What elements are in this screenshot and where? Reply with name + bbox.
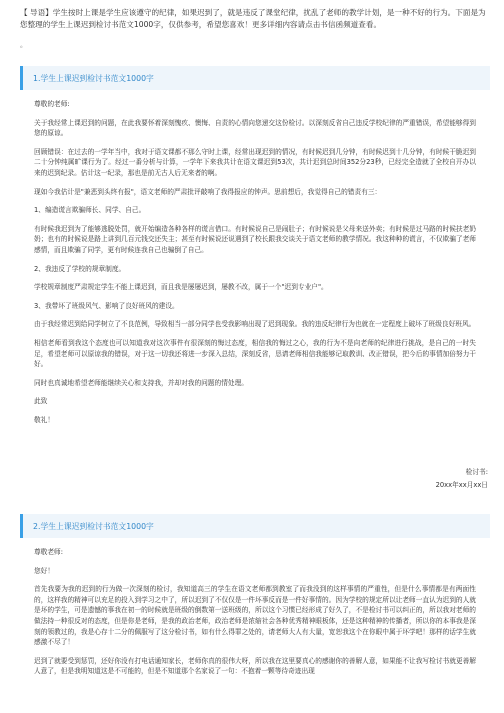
paragraph: 您好！ [34, 566, 55, 575]
paragraph: 敬礼！ [34, 415, 55, 424]
paragraph: 此致 [34, 397, 48, 406]
section-2 [20, 514, 490, 685]
paragraph: 学校规章制度严肃规定学生不能上课迟到，而且我是屡屡迟到，屡教不改，属于一个"迟到专业户"。 [34, 283, 328, 292]
paragraph: 尊敬老师: [34, 548, 64, 556]
paragraph: 现如今我估计是"兼恶到头终有报"，语文老师的严肃批评敲响了我得报应的钟声。思前想后，我觉得自己的错责有三： [34, 187, 382, 196]
intro-text: 【 导语】学生按时上课是学生应该遵守的纪律，如果迟到了，就是违反了课堂纪律，扰乱了老师的教学计划，是一种不好的行为。下面是为您整理的学生上课迟到检讨书范文1000字，仅供参考，希望您喜欢！更多详细内容请点击书信函频道查看。 [20, 8, 486, 29]
paragraph: 1、编造谎言欺骗师长、同学、自己。 [34, 206, 146, 215]
section-2-body [20, 538, 490, 677]
intro-tail: 。 [20, 41, 27, 49]
signature-date: 20xx年xx月xx日 [435, 481, 488, 489]
paragraph: 相信老师看到我这个态度也可以知道我对这次事件有很深刻的悔过态度，相信我的悔过之心，我的行为不是向老师的纪律进行挑战，是自己的一时失足，希望老师可以原谅我的错误，对于这一切我还将进一步深入总结，深刻反省，恳请老师相信我能够记取教训、改正错误，把今后的事情加倍努力干好。 [34, 338, 476, 369]
paragraph: 首先我要为我的迟到的行为做一次深刻的检讨，我知道高三的学生在语文老师都到教室了而我没到的这样事情的严重性，但是什么事情都是有两面性的，这样我的精神可以充足的投入到学习之中了，所以迟到了不仅仅是一件坏事反而是一件好事情的。因为学校的规定所以让老师一直认为迟到的人就是坏的学生，可是遗憾的事我在初一的时候就是班级的倒数第一送班级的，所以这个习惯已经形成了好久了，不是检讨书可以纠正的，所以我对老师的做法持一种很反对的态度，但是你是老师，是我的政治老师，政治老师是浓缩社会各种优秀精神眼板体，还是这种精神的传播者，所以你的本事我是深刻的领教过的，我是心存十二分的佩服写了这分检讨书，如有什么得罪之处的，请老师大人有大量，宽恕我这个在你眼中属于坏学吧！那样的话学生就感激不尽了！ [34, 585, 476, 647]
section-1-body [20, 90, 490, 425]
paragraph: 尊敬的老师: [34, 100, 70, 108]
section-1 [20, 66, 490, 433]
paragraph: 关于我经常上课迟到的问题，在此我要怀着深刻愧疚、懊悔、自责的心情向您递交这份检讨。以深刻反省自己违反学校纪律的严重错误，希望能够得到您的原谅。 [34, 118, 476, 138]
signature-block [436, 466, 488, 492]
signature-label: 检讨书: [465, 468, 488, 476]
paragraph: 3、我带坏了班级风气、影响了良好班风的建设。 [34, 301, 179, 310]
paragraph: 同时也真诚地希望老师能继续关心和支持我，并却对我的问题的情处理。 [34, 378, 248, 387]
paragraph: 2、我违反了学校的规章制度。 [34, 264, 126, 273]
section-1-heading[interactable]: 1.学生上课迟到检讨书范文1000字 [20, 66, 490, 90]
section-2-heading[interactable]: 2.学生上课迟到检讨书范文1000字 [20, 514, 490, 538]
paragraph: 迟到了就要受到惩罚，还好你没有打电话通知家长，老师你真的很伟大呀，所以我在这里要真心的感谢你的善解人意，如果能不让我写检讨书就更善解人意了，但是我明知道这是不可能的，但是不知道那个名家说了一句：不抱着一颗等待奇迹出现 [34, 656, 476, 676]
paragraph: 回顾错误：在过去的一学年当中，我对于语文课都不那么守时上课，经常出现迟到的情况，有时候迟到几分钟，有时候迟到十几分钟，有时候干脆迟到二十分钟纯属旷课行为了。经过一番分析与计算，一学年下来我共计在语文课迟到53次，共计迟到总时间352分23秒，已经完全造就了全校自开办以来的迟到纪录。估计这一纪录，那也是前无古人后无来者的啊。 [34, 147, 476, 177]
paragraph: 有时候我迟到为了能够逃脱处罚，就开始编造各种各样的谎言借口。有时候说自己是闹肚子；有时候说是父母来送外卖；有时候是过马路的时候扶老奶奶；也有的时候说是路上讲到几百元钱交还失主；甚至有时候说还说遇到了校长跟我交谈关于语文老师的教学情况。我这种种的谎言，不仅欺骗了老师感情，而且欺骗了同学，更有时候连我自己也骗倒了自己。 [34, 224, 476, 254]
paragraph: 由于我经常迟到给同学树立了不良范例，导致相当一部分同学也受我影响出现了迟到现象。我的违反纪律行为也就在一定程度上破坏了班级良好班风。 [34, 320, 476, 329]
